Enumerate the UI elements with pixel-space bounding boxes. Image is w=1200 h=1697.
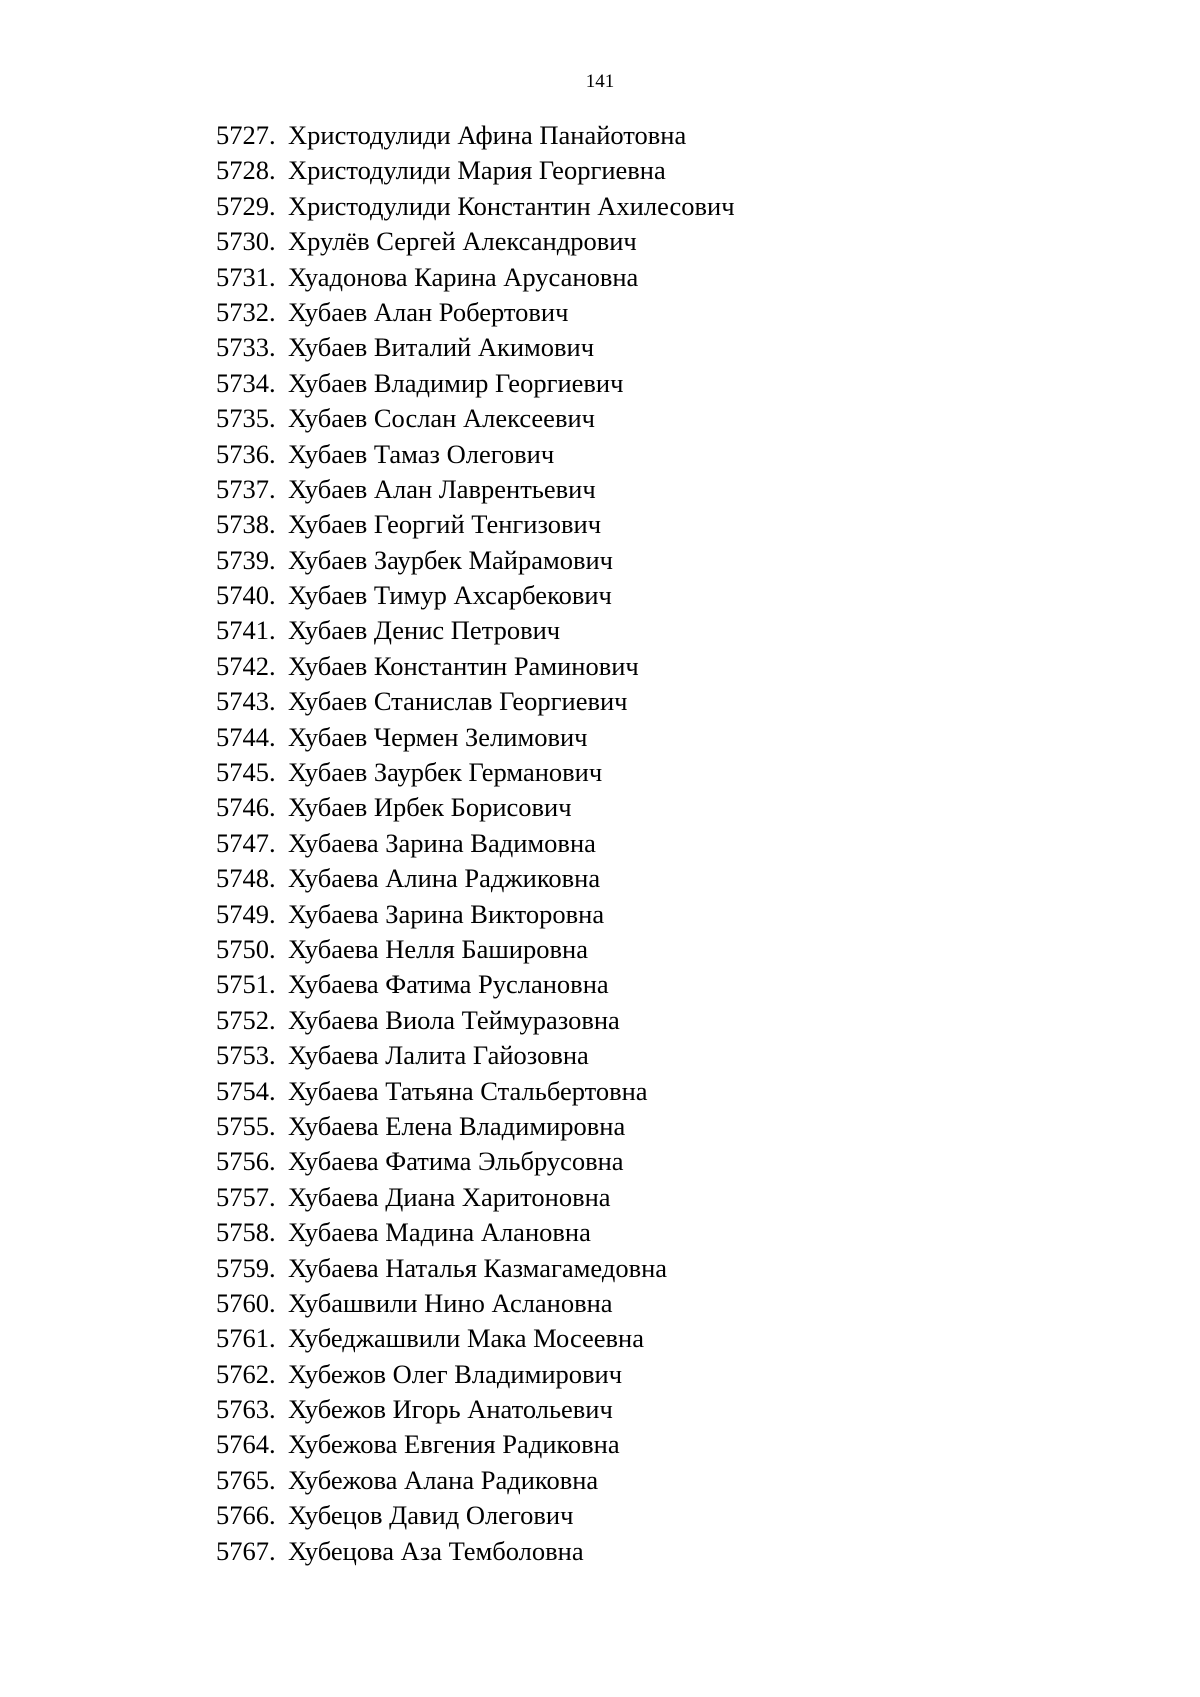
entry-name: Хубеджашвили Мака Мосеевна bbox=[288, 1323, 645, 1354]
page-number: 141 bbox=[585, 71, 615, 92]
entry-number: 5733. bbox=[216, 332, 276, 363]
entry-name: Хубаев Тамаз Олегович bbox=[288, 438, 555, 469]
entry-name: Хубаева Алина Раджиковна bbox=[288, 863, 601, 894]
entry-number: 5759. bbox=[216, 1252, 276, 1283]
list-item bbox=[216, 755, 735, 790]
entry-number: 5747. bbox=[216, 827, 276, 858]
entry-name: Хубежова Евгения Радиковна bbox=[288, 1429, 620, 1460]
entry-number: 5764. bbox=[216, 1429, 276, 1460]
entry-number: 5741. bbox=[216, 615, 276, 646]
list-item bbox=[216, 897, 735, 932]
list-item bbox=[216, 507, 735, 542]
list-item bbox=[216, 613, 735, 648]
entry-number: 5746. bbox=[216, 792, 276, 823]
entry-number: 5745. bbox=[216, 757, 276, 788]
entry-name: Хубаев Заурбек Германович bbox=[288, 757, 603, 788]
entry-number: 5736. bbox=[216, 438, 276, 469]
entry-name: Хубаев Владимир Георгиевич bbox=[288, 367, 624, 398]
entry-name: Хубаева Мадина Алановна bbox=[288, 1217, 591, 1248]
list-item bbox=[216, 437, 735, 472]
list-item bbox=[216, 1144, 735, 1179]
entry-number: 5758. bbox=[216, 1217, 276, 1248]
entry-number: 5739. bbox=[216, 544, 276, 575]
list-item bbox=[216, 1463, 735, 1498]
entry-name: Хубаев Георгий Тенгизович bbox=[288, 509, 602, 540]
list-item bbox=[216, 543, 735, 578]
list-item bbox=[216, 1215, 735, 1250]
list-item bbox=[216, 401, 735, 436]
list-item bbox=[216, 1357, 735, 1392]
entry-number: 5742. bbox=[216, 650, 276, 681]
list-item bbox=[216, 578, 735, 613]
entry-name: Хубаев Заурбек Майрамович bbox=[288, 544, 614, 575]
entry-number: 5752. bbox=[216, 1004, 276, 1035]
entry-number: 5728. bbox=[216, 155, 276, 186]
entry-name: Хубецова Аза Темболовна bbox=[288, 1535, 584, 1566]
entry-name: Хубаева Елена Владимировна bbox=[288, 1110, 626, 1141]
entry-name: Хубаев Чермен Зелимович bbox=[288, 721, 588, 752]
entry-name: Хубаев Станислав Георгиевич bbox=[288, 686, 628, 717]
entry-number: 5740. bbox=[216, 580, 276, 611]
entry-name: Хубаева Диана Харитоновна bbox=[288, 1181, 611, 1212]
entry-number: 5744. bbox=[216, 721, 276, 752]
entry-name: Хубаева Нелля Башировна bbox=[288, 933, 588, 964]
entry-number: 5765. bbox=[216, 1464, 276, 1495]
list-item bbox=[216, 1427, 735, 1462]
entry-number: 5749. bbox=[216, 898, 276, 929]
entry-number: 5750. bbox=[216, 933, 276, 964]
entry-name: Хубаев Тимур Ахсарбекович bbox=[288, 580, 612, 611]
entry-number: 5732. bbox=[216, 296, 276, 327]
entry-number: 5767. bbox=[216, 1535, 276, 1566]
entry-number: 5729. bbox=[216, 190, 276, 221]
entry-number: 5766. bbox=[216, 1500, 276, 1531]
entry-number: 5738. bbox=[216, 509, 276, 540]
entry-name: Хубаева Фатима Эльбрусовна bbox=[288, 1146, 624, 1177]
entry-name: Христодулиди Мария Георгиевна bbox=[288, 155, 666, 186]
list-item bbox=[216, 826, 735, 861]
entry-name: Хубаев Денис Петрович bbox=[288, 615, 561, 646]
entry-number: 5751. bbox=[216, 969, 276, 1000]
list-item bbox=[216, 330, 735, 365]
list-item bbox=[216, 649, 735, 684]
entry-name: Хубаева Татьяна Стальбертовна bbox=[288, 1075, 648, 1106]
list-item bbox=[216, 1321, 735, 1356]
list-item bbox=[216, 720, 735, 755]
entry-number: 5727. bbox=[216, 120, 276, 150]
list-item bbox=[216, 1286, 735, 1321]
list-item bbox=[216, 932, 735, 967]
entry-number: 5755. bbox=[216, 1110, 276, 1141]
list-item bbox=[216, 1003, 735, 1038]
entry-name: Хуадонова Карина Арусановна bbox=[288, 261, 639, 292]
list-item bbox=[216, 790, 735, 825]
entry-name: Хубежов Олег Владимирович bbox=[288, 1358, 623, 1389]
entry-number: 5760. bbox=[216, 1287, 276, 1318]
list-item bbox=[216, 1251, 735, 1286]
list-item bbox=[216, 1534, 735, 1569]
list-item bbox=[216, 861, 735, 896]
entry-name: Хубаева Зарина Вадимовна bbox=[288, 827, 596, 858]
entry-name: Христодулиди Константин Ахилесович bbox=[288, 190, 735, 221]
list-item bbox=[216, 295, 735, 330]
entry-name: Хубаева Наталья Казмагамедовна bbox=[288, 1252, 668, 1283]
list-item bbox=[216, 1180, 735, 1215]
entry-number: 5743. bbox=[216, 686, 276, 717]
list-item bbox=[216, 118, 735, 153]
entry-name: Хубаева Виола Теймуразовна bbox=[288, 1004, 620, 1035]
list-item bbox=[216, 153, 735, 188]
entry-number: 5735. bbox=[216, 403, 276, 434]
entry-name: Хубаев Сослан Алексеевич bbox=[288, 403, 595, 434]
list-item bbox=[216, 1498, 735, 1533]
entry-number: 5731. bbox=[216, 261, 276, 292]
entry-name: Хубежов Игорь Анатольевич bbox=[288, 1394, 613, 1425]
entry-name: Хубежова Алана Радиковна bbox=[288, 1464, 599, 1495]
list-item bbox=[216, 224, 735, 259]
entry-name: Христодулиди Афина Панайотовна bbox=[288, 120, 687, 150]
list-item bbox=[216, 472, 735, 507]
entry-number: 5757. bbox=[216, 1181, 276, 1212]
entry-number: 5762. bbox=[216, 1358, 276, 1389]
entry-number: 5748. bbox=[216, 863, 276, 894]
list-item bbox=[216, 260, 735, 295]
entry-name: Хубецов Давид Олегович bbox=[288, 1500, 574, 1531]
list-item bbox=[216, 1392, 735, 1427]
list-item bbox=[216, 366, 735, 401]
list-item bbox=[216, 189, 735, 224]
entry-name: Хубашвили Нино Аслановна bbox=[288, 1287, 613, 1318]
list-item bbox=[216, 967, 735, 1002]
entry-name: Хубаев Ирбек Борисович bbox=[288, 792, 572, 823]
entry-number: 5754. bbox=[216, 1075, 276, 1106]
entry-name: Хубаева Фатима Руслановна bbox=[288, 969, 609, 1000]
entry-number: 5734. bbox=[216, 367, 276, 398]
entry-number: 5761. bbox=[216, 1323, 276, 1354]
list-item bbox=[216, 1109, 735, 1144]
list-item bbox=[216, 684, 735, 719]
entry-name: Хубаев Виталий Акимович bbox=[288, 332, 595, 363]
entry-number: 5737. bbox=[216, 473, 276, 504]
list-item bbox=[216, 1074, 735, 1109]
name-list bbox=[216, 118, 735, 1569]
entry-number: 5730. bbox=[216, 226, 276, 257]
entry-name: Хубаев Алан Робертович bbox=[288, 296, 569, 327]
entry-name: Хубаева Зарина Викторовна bbox=[288, 898, 605, 929]
entry-number: 5753. bbox=[216, 1040, 276, 1071]
entry-number: 5763. bbox=[216, 1394, 276, 1425]
entry-name: Хрулёв Сергей Александрович bbox=[288, 226, 637, 257]
list-item bbox=[216, 1038, 735, 1073]
entry-name: Хубаев Константин Раминович bbox=[288, 650, 639, 681]
entry-number: 5756. bbox=[216, 1146, 276, 1177]
entry-name: Хубаева Лалита Гайозовна bbox=[288, 1040, 589, 1071]
entry-name: Хубаев Алан Лаврентьевич bbox=[288, 473, 596, 504]
